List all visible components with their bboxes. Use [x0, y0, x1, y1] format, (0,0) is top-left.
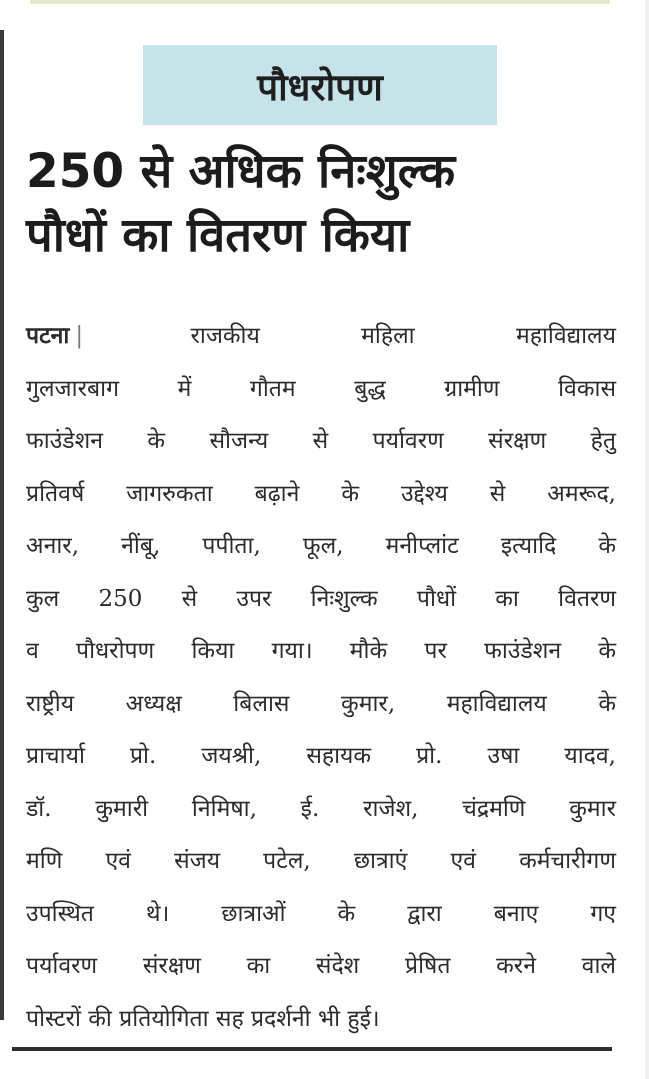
article-line: पोस्टरों की प्रतियोगिता सह प्रदर्शनी भी हुई। [26, 1005, 380, 1032]
kicker-label: पौधरोपण [257, 65, 383, 109]
section-kicker [143, 45, 497, 125]
article-line: फाउंडेशन के सौजन्य से पर्यावरण संरक्षण हेतु [26, 428, 616, 454]
top-rule [30, 0, 610, 4]
article-line: प्रतिवर्ष जागरुकता बढ़ाने के उद्देश्य से अमरूद, [26, 480, 616, 507]
article-line: पर्यावरण संरक्षण का संदेश प्रेषित करने वाले [26, 953, 616, 979]
article-line: अनार, नींबू, पपीता, फूल, मनीप्लांट इत्यादि के [26, 533, 616, 559]
right-edge [645, 0, 649, 1079]
article-line-text: राजकीय महिला महाविद्यालय [190, 323, 616, 349]
article-body [26, 310, 616, 1045]
headline [26, 140, 616, 268]
article-line: प्राचार्या प्रो. जयश्री, सहायक प्रो. उषा यादव, [26, 743, 616, 769]
article-line [26, 310, 616, 363]
dateline: पटना [26, 323, 70, 349]
article-line: व पौधरोपण किया गया। मौके पर फाउंडेशन के [26, 638, 616, 664]
article-line: राष्ट्रीय अध्यक्ष बिलास कुमार, महाविद्यालय के [26, 690, 616, 717]
bottom-rule [12, 1047, 612, 1051]
article-line: मणि एवं संजय पटेल, छात्राएं एवं कर्मचारीगण [26, 848, 616, 874]
article-line: डॉ. कुमारी निमिषा, ई. राजेश, चंद्रमणि कुमार [26, 795, 616, 822]
article-line: गुलजारबाग में गौतम बुद्ध ग्रामीण विकास [26, 375, 616, 402]
article-line: उपस्थित थे। छात्राओं के द्वारा बनाए गए [26, 900, 616, 927]
dateline-separator: | [75, 323, 84, 349]
left-column-rule [0, 30, 4, 1020]
headline-line-1: 250 से अधिक निःशुल्क [26, 144, 456, 199]
article-line: कुल 250 से उपर निःशुल्क पौधों का वितरण [26, 585, 616, 612]
headline-line-2: पौधों का वितरण किया [26, 208, 410, 263]
